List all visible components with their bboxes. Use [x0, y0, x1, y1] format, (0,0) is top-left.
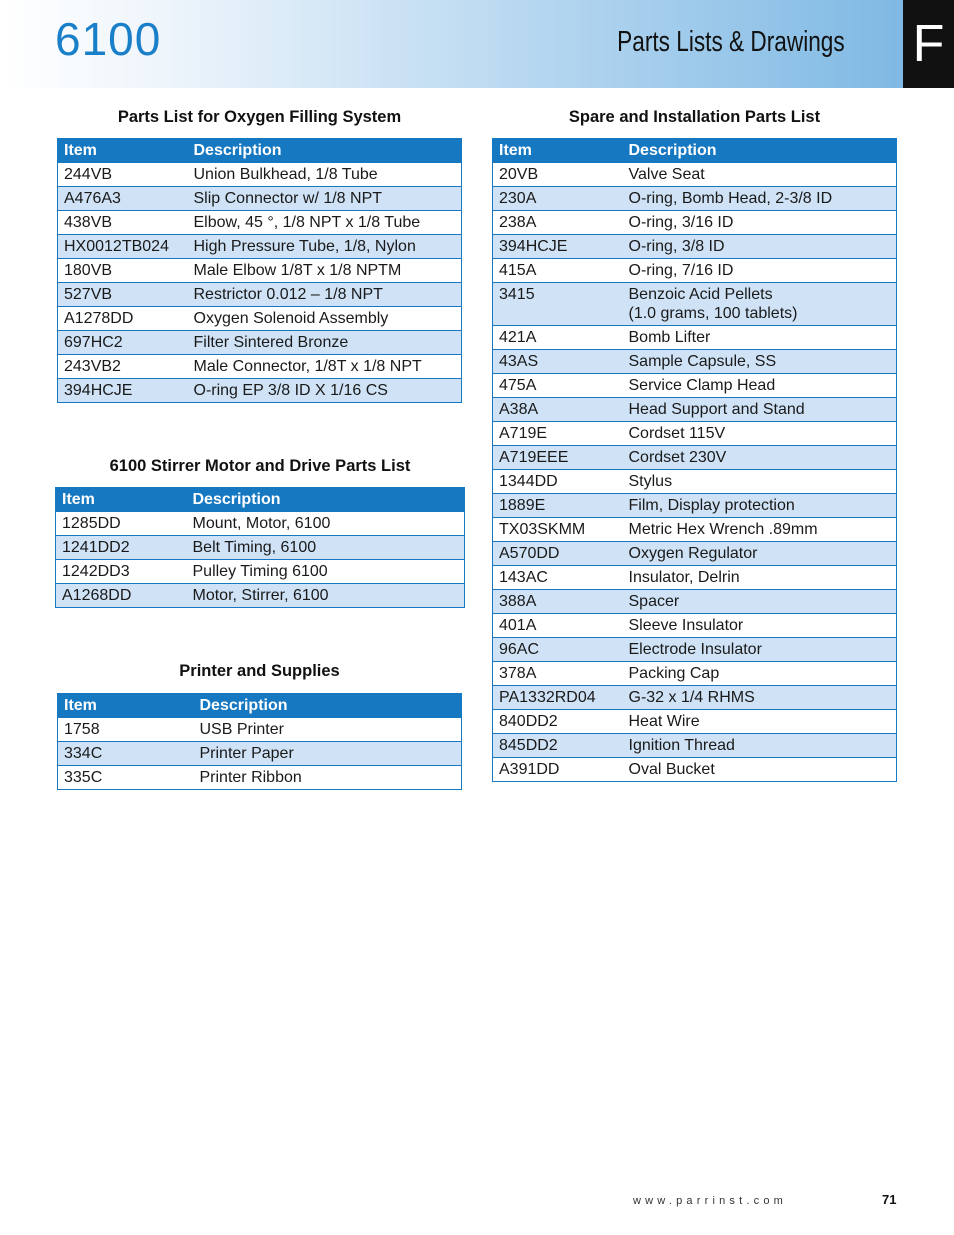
part-description: Service Clamp Head: [623, 374, 897, 398]
column-header-item: Item: [58, 139, 188, 163]
part-item-number: 1285DD: [56, 512, 187, 536]
page-header-band: [0, 0, 903, 88]
table-row: [493, 211, 897, 235]
part-item-number: 20VB: [493, 163, 623, 187]
part-description: O-ring, 3/8 ID: [623, 235, 897, 259]
part-description: Electrode Insulator: [623, 638, 897, 662]
part-item-number: 1758: [58, 718, 194, 742]
part-description: Stylus: [623, 470, 897, 494]
part-description: Pulley Timing 6100: [187, 560, 465, 584]
part-description: Printer Ribbon: [194, 766, 462, 790]
part-item-number: 421A: [493, 326, 623, 350]
table-row: [56, 536, 465, 560]
table-row: [58, 379, 462, 403]
table-row: [493, 350, 897, 374]
part-item-number: A719EEE: [493, 446, 623, 470]
part-description: Male Connector, 1/8T x 1/8 NPT: [188, 355, 462, 379]
part-description: Elbow, 45 °, 1/8 NPT x 1/8 Tube: [188, 211, 462, 235]
part-description: Ignition Thread: [623, 734, 897, 758]
column-header-description: Description: [187, 488, 465, 512]
table-row: [493, 566, 897, 590]
part-item-number: A476A3: [58, 187, 188, 211]
part-item-number: A719E: [493, 422, 623, 446]
part-item-number: 244VB: [58, 163, 188, 187]
part-description: O-ring, Bomb Head, 2-3/8 ID: [623, 187, 897, 211]
table-row: [493, 163, 897, 187]
part-description: Sleeve Insulator: [623, 614, 897, 638]
table-row: [493, 259, 897, 283]
part-description: Metric Hex Wrench .89mm: [623, 518, 897, 542]
part-description: Oval Bucket: [623, 758, 897, 782]
part-description: Spacer: [623, 590, 897, 614]
part-item-number: 394HCJE: [493, 235, 623, 259]
part-item-number: 388A: [493, 590, 623, 614]
part-item-number: 243VB2: [58, 355, 188, 379]
footer-url: www.parrinst.com: [633, 1195, 787, 1207]
part-description: Cordset 115V: [623, 422, 897, 446]
stirrer-table-title: 6100 Stirrer Motor and Drive Parts List: [109, 457, 411, 475]
section-title: Parts Lists & Drawings: [617, 26, 845, 58]
part-description: High Pressure Tube, 1/8, Nylon: [188, 235, 462, 259]
column-header-description: Description: [188, 139, 462, 163]
part-description: Oxygen Regulator: [623, 542, 897, 566]
part-item-number: A1278DD: [58, 307, 188, 331]
table-row: [58, 163, 462, 187]
part-description: Mount, Motor, 6100: [187, 512, 465, 536]
table-row: [58, 742, 462, 766]
part-item-number: 334C: [58, 742, 194, 766]
table-row: [56, 584, 465, 608]
stirrer-parts-table: [55, 487, 465, 608]
oxygen-table-title: Parts List for Oxygen Filling System: [117, 108, 402, 126]
part-description: G-32 x 1/4 RHMS: [623, 686, 897, 710]
page-number: 71: [882, 1192, 897, 1207]
table-row: [493, 283, 897, 326]
table-header-row: [56, 488, 465, 512]
part-item-number: 1889E: [493, 494, 623, 518]
table-row: [56, 560, 465, 584]
model-number: 6100: [55, 13, 162, 65]
table-row: [58, 766, 462, 790]
table-row: [493, 542, 897, 566]
section-tab: F: [903, 0, 954, 88]
table-row: [58, 307, 462, 331]
part-description: O-ring, 3/16 ID: [623, 211, 897, 235]
part-description: Printer Paper: [194, 742, 462, 766]
table-row: [493, 758, 897, 782]
table-row: [58, 718, 462, 742]
part-description-line: Benzoic Acid Pellets: [628, 286, 773, 303]
part-item-number: 43AS: [493, 350, 623, 374]
part-item-number: 1242DD3: [56, 560, 187, 584]
part-item-number: A570DD: [493, 542, 623, 566]
part-item-number: HX0012TB024: [58, 235, 188, 259]
part-description: Bomb Lifter: [623, 326, 897, 350]
part-description: Slip Connector w/ 1/8 NPT: [188, 187, 462, 211]
column-header-description: Description: [194, 694, 462, 718]
table-row: [58, 331, 462, 355]
table-row: [493, 398, 897, 422]
table-row: [493, 662, 897, 686]
oxygen-parts-table: [57, 138, 462, 403]
part-item-number: 438VB: [58, 211, 188, 235]
part-item-number: 415A: [493, 259, 623, 283]
part-item-number: 96AC: [493, 638, 623, 662]
part-description: Cordset 230V: [623, 446, 897, 470]
part-item-number: PA1332RD04: [493, 686, 623, 710]
table-header-row: [493, 139, 897, 163]
part-description: Oxygen Solenoid Assembly: [188, 307, 462, 331]
table-row: [493, 590, 897, 614]
table-row: [493, 518, 897, 542]
part-description: Male Elbow 1/8T x 1/8 NPTM: [188, 259, 462, 283]
part-description: [623, 283, 897, 326]
part-item-number: 378A: [493, 662, 623, 686]
part-description: O-ring EP 3/8 ID X 1/16 CS: [188, 379, 462, 403]
spare-table-title: Spare and Installation Parts List: [568, 108, 821, 126]
part-item-number: A391DD: [493, 758, 623, 782]
part-item-number: 401A: [493, 614, 623, 638]
part-description: Union Bulkhead, 1/8 Tube: [188, 163, 462, 187]
table-row: [493, 187, 897, 211]
part-item-number: 3415: [493, 283, 623, 326]
part-description: Film, Display protection: [623, 494, 897, 518]
table-row: [493, 446, 897, 470]
part-item-number: 230A: [493, 187, 623, 211]
column-header-item: Item: [56, 488, 187, 512]
table-row: [58, 187, 462, 211]
part-item-number: 1344DD: [493, 470, 623, 494]
table-row: [58, 235, 462, 259]
part-item-number: 335C: [58, 766, 194, 790]
printer-table-title: Printer and Supplies: [179, 662, 340, 680]
part-item-number: A1268DD: [56, 584, 187, 608]
part-description: Head Support and Stand: [623, 398, 897, 422]
table-row: [58, 283, 462, 307]
table-row: [493, 235, 897, 259]
part-item-number: 697HC2: [58, 331, 188, 355]
table-row: [56, 512, 465, 536]
part-item-number: 527VB: [58, 283, 188, 307]
column-header-item: Item: [493, 139, 623, 163]
part-item-number: 143AC: [493, 566, 623, 590]
part-item-number: 840DD2: [493, 710, 623, 734]
table-row: [493, 422, 897, 446]
part-item-number: A38A: [493, 398, 623, 422]
part-description: O-ring, 7/16 ID: [623, 259, 897, 283]
part-description: USB Printer: [194, 718, 462, 742]
printer-parts-table: [57, 693, 462, 790]
table-row: [493, 374, 897, 398]
table-row: [58, 355, 462, 379]
column-header-description: Description: [623, 139, 897, 163]
part-description: Packing Cap: [623, 662, 897, 686]
part-item-number: 238A: [493, 211, 623, 235]
column-header-item: Item: [58, 694, 194, 718]
table-row: [58, 211, 462, 235]
part-item-number: 180VB: [58, 259, 188, 283]
table-row: [493, 470, 897, 494]
table-row: [493, 710, 897, 734]
table-row: [493, 614, 897, 638]
part-description: Restrictor 0.012 – 1/8 NPT: [188, 283, 462, 307]
part-description: Filter Sintered Bronze: [188, 331, 462, 355]
table-row: [493, 494, 897, 518]
table-row: [493, 638, 897, 662]
part-item-number: 1241DD2: [56, 536, 187, 560]
part-item-number: TX03SKMM: [493, 518, 623, 542]
spare-parts-table: [492, 138, 897, 782]
table-header-row: [58, 694, 462, 718]
table-row: [493, 326, 897, 350]
table-row: [493, 734, 897, 758]
table-row: [58, 259, 462, 283]
part-description: Belt Timing, 6100: [187, 536, 465, 560]
part-description: Heat Wire: [623, 710, 897, 734]
table-row: [493, 686, 897, 710]
part-description-line: (1.0 grams, 100 tablets): [628, 305, 798, 322]
part-description: Valve Seat: [623, 163, 897, 187]
part-item-number: 845DD2: [493, 734, 623, 758]
part-item-number: 394HCJE: [58, 379, 188, 403]
part-description: Insulator, Delrin: [623, 566, 897, 590]
part-description: Motor, Stirrer, 6100: [187, 584, 465, 608]
table-header-row: [58, 139, 462, 163]
part-item-number: 475A: [493, 374, 623, 398]
part-description: Sample Capsule, SS: [623, 350, 897, 374]
